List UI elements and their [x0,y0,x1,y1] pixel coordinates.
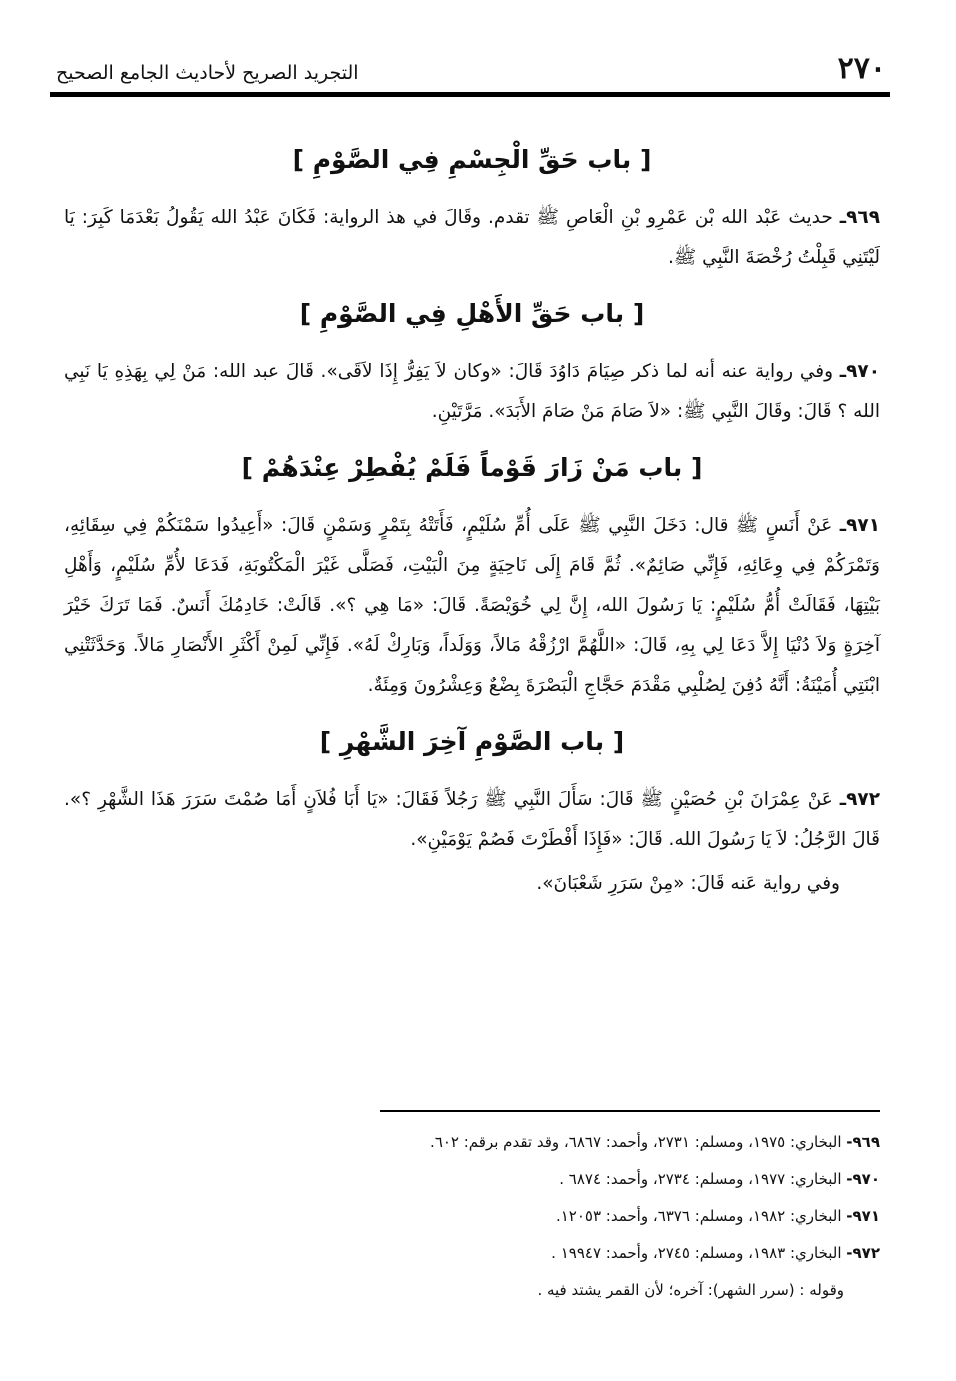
main-text [64,140,880,920]
running-title: التجريد الصريح لأحاديث الجامع الصحيح [56,62,359,84]
header-rule [50,92,890,97]
hadith-text: عَنْ أَنَسٍ ﷺ قال: دَخَلَ النَّبِي ﷺ عَلَى أُمِّ سُلَيْمٍ، فَأَتَتْهُ بِتَمْرٍ وَسَمْنٍ قَالَ: «أَعِيدُوا سَمْنَكُمْ فِي سِقَائِهِ، وَتَمْرَكُمْ فِي وِعَائِهِ، فَإِنِّي صَائِمٌ». ثُمَّ قَامَ إِلَى نَاحِيَةٍ مِنَ الْبَيْتِ، فَصَلَّى غَيْرَ الْمَكْتُوبَةِ، فَدَعَا لأُمِّ سُلَيْمٍ، وَأَهْلِ بَيْتِهَا، فَقَالَتْ أُمُّ سُلَيْمٍ: يَا رَسُولَ الله، إِنَّ لِي خُوَيْصَةً. قَالَ: «مَا هِي ؟». قَالَتْ: خَادِمُكَ أَنَسٌ. فَمَا تَرَكَ خَيْرَ آخِرَةٍ وَلاَ دُنْيَا إِلاَّ دَعَا لِي بِهِ، قَالَ: «اللَّهُمَّ ارْزُقْهُ مَالاً، وَوَلَداً، وَبَارِكْ لَهُ». فَإِنِّي لَمِنْ أَكْثَرِ الأَنْصَارِ مَالاً. وَحَدَّثَتْنِي ابْنَتِي أُمَيْنَةُ: أَنَّهُ دُفِنَ لِصُلْبِي مَقْدَمَ حَجَّاجِ الْبَصْرَةَ بِضْعٌ وَعِشْرُونَ وَمِئَةٌ. [64,515,880,696]
footnote-972 [64,1235,880,1272]
footnote-number: ٩٧٢- [846,1244,880,1262]
footnote-number: ٩٧٠- [846,1170,880,1188]
footnote-text: البخاري: ١٩٧٧، ومسلم: ٢٧٣٤، وأحمد: ٦٨٧٤ . [559,1170,847,1188]
hadith-970 [64,352,880,432]
hadith-971 [64,506,880,706]
hadith-969 [64,198,880,278]
footnote-number: ٩٦٩- [846,1133,880,1151]
hadith-text: عَنْ عِمْرَانَ بْنِ حُصَيْنٍ ﷺ قَالَ: سَأَلَ النَّبِي ﷺ رَجُلاً فَقَالَ: «يَا أَبَا فُلاَنٍ أَمَا صُمْتَ سَرَرَ هَذَا الشَّهْرِ ؟». قَالَ الرَّجُلُ: لاَ يَا رَسُولَ الله. قَالَ: «فَإِذَا أَفْطَرْتَ فَصُمْ يَوْمَيْنِ». [64,789,880,850]
hadith-972 [64,780,880,860]
hadith-number: ٩٧١ـ [839,515,880,536]
footnote-text: البخاري: ١٩٨٢، ومسلم: ٦٣٧٦، وأحمد: ١٢٠٥٣. [555,1207,847,1225]
hadith-number: ٩٦٩ـ [839,207,880,228]
footnote-text: البخاري: ١٩٨٣، ومسلم: ٢٧٤٥، وأحمد: ١٩٩٤٧ . [551,1244,847,1262]
hadith-text: حديث عَبْد الله بْن عَمْرِو بْنِ الْعَاصِ ﷺ تقدم. وقَالَ في هذ الرواية: فَكَانَ عَبْدُ الله يَقُولُ بَعْدَمَا كَبِرَ: يَا لَيْتَنِي قَبِلْتُ رُخْصَةَ النَّبِي ﷺ. [64,207,880,268]
footnote-971 [64,1198,880,1235]
footnote-970 [64,1161,880,1198]
footnote-gloss: وقوله : (سرر الشهر): آخره؛ لأن القمر يشتد فيه . [537,1281,844,1299]
page-number: ٢٧٠ [837,51,886,86]
footnote-969 [64,1124,880,1161]
footnotes [64,1124,880,1309]
chapter-title: [ باب حَقِّ الْجِسْمِ فِي الصَّوْمِ ] [292,145,652,174]
hadith-number: ٩٧٠ـ [839,361,880,382]
hadith-number: ٩٧٢ـ [839,789,880,810]
footnote-rule [380,1110,880,1112]
footnote-text: البخاري: ١٩٧٥، ومسلم: ٢٧٣١، وأحمد: ٦٨٦٧، وقد تقدم برقم: ٦٠٢. [430,1133,847,1151]
running-header [56,42,886,88]
chapter-title: [ باب حَقِّ الأَهْلِ فِي الصَّوْمِ ] [299,299,645,328]
chapter-title: [ باب الصَّوْمِ آخِرَ الشَّهْرِ ] [319,727,625,756]
chapter-title: [ باب مَنْ زَارَ قَوْماً فَلَمْ يُفْطِرْ عِنْدَهُمْ ] [241,453,703,482]
footnote-number: ٩٧١- [846,1207,880,1225]
hadith-972-variant: وفي رواية عَنه قَالَ: «مِنْ سَرَرِ شَعْبَانَ». [536,873,840,894]
hadith-text: وفي رواية عنه أنه لما ذكر صِيَامَ دَاوُدَ قَالَ: «وكان لاَ يَفِرُّ إِذَا لاَقَى». قَالَ عبد الله: مَنْ لِي بِهَذِهِ يَا نَبِي الله ؟ قَالَ: وقَالَ النَّبِي ﷺ: «لاَ صَامَ مَنْ صَامَ الأَبَدَ». مَرَّتَيْنِ. [64,361,880,422]
